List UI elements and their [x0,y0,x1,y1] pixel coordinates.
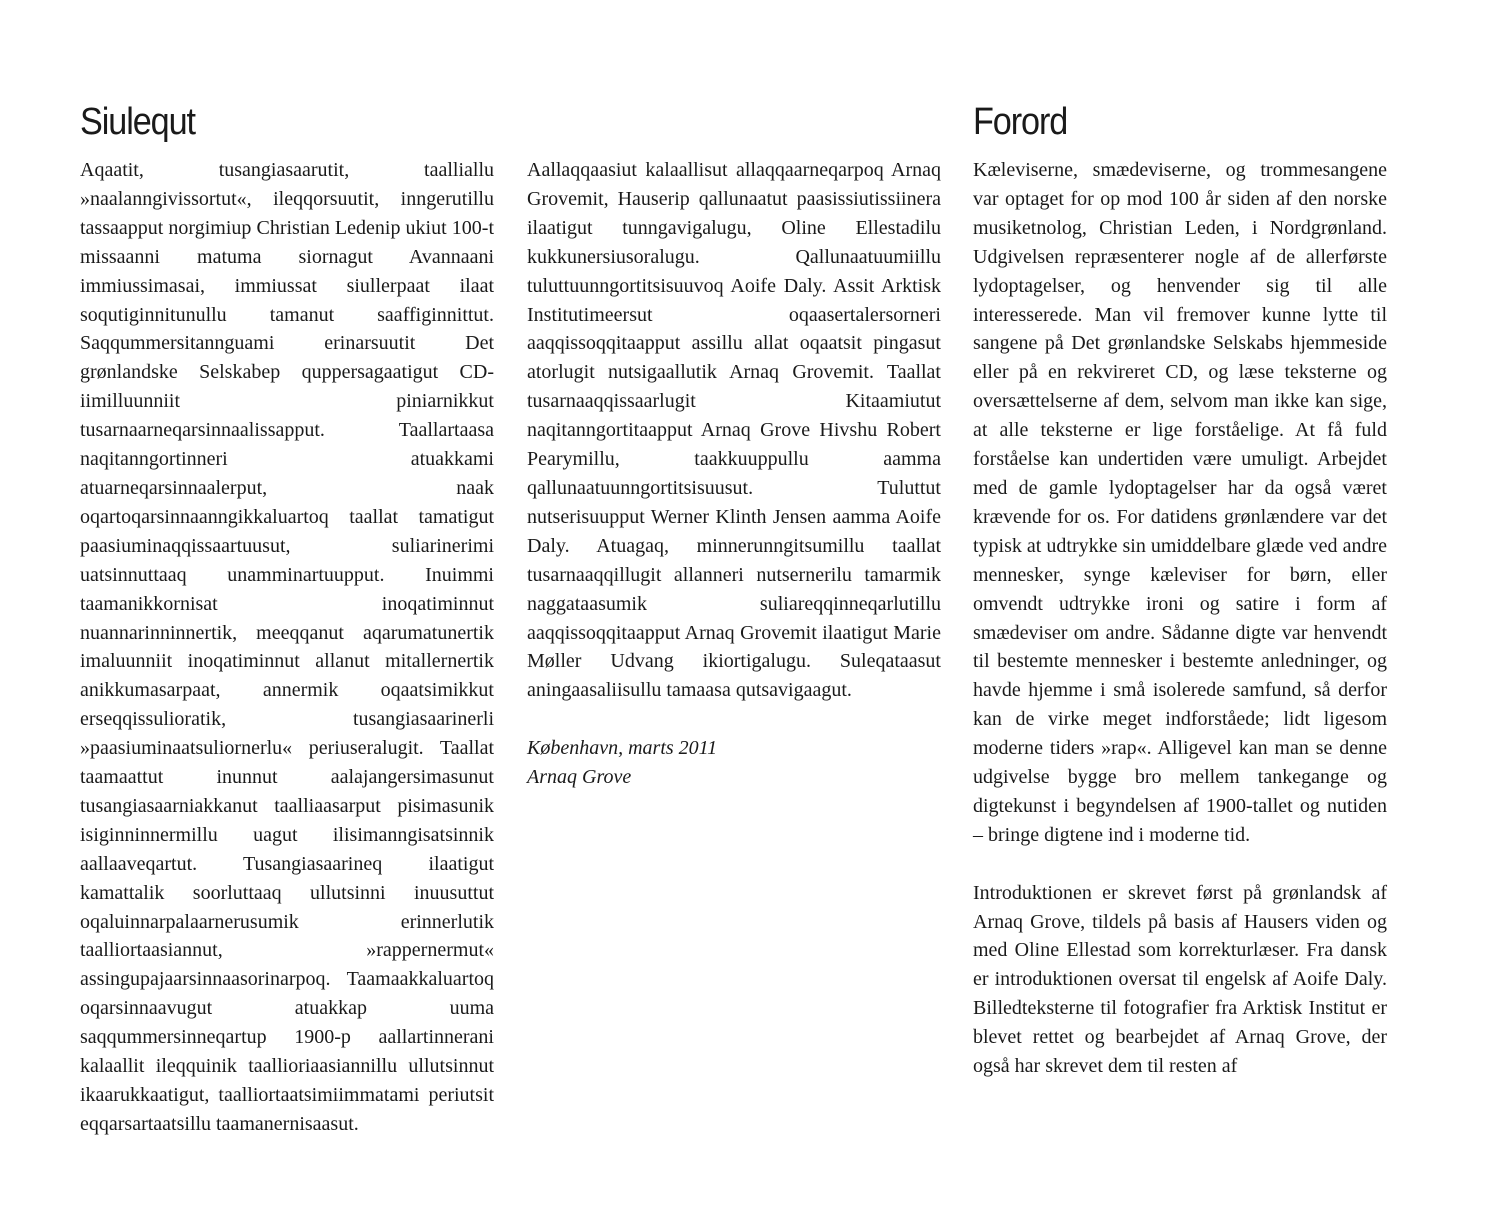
column-greenlandic-credits [527,156,941,792]
body-paragraph: Aqaatit, tusangiasaarutit, taalliallu »naalanngivissortut«, ileqqorsuutit, inngerutillu tassaapput norgimiup Christian Ledenip ukiut 100-t missaanni matuma siornagut Avannaani immiussimasai, immiussat siullerpaat ilaat soqutiginnitunullu tamanut saaffiginnittut. Saqqummersitannguami erinarsuutit Det grønlandske Selskabep quppersagaatigut CD-iimilluunniit piniarnikkut tusarnaarneqarsinnaalissapput. Taallartaasa naqitanngortinneri atuakkami atuarneqarsinnaalerput, naak oqartoqarsinnaanngikkaluartoq taallat tamatigut paasiuminaqqissaartuusut, suliarinerimi uatsinnuttaaq unamminartuupput. Inuimmi taamanikkornisat inoqatiminnut nuannarinninnertik, meeqqanut aqarumatunertik imaluunniit inoqatiminnut allanut mitallernertik anikkumasarpaat, annermik oqaatsimikkut erseqqissulioratik, tusangiasaarinerli »paasiuminaatsuliornerlu« periuseralugit. Taallat taamaattut inunnut aalajangersimasunut tusangiasaarniakkanut taalliaasarput pisimasunik isiginninnermillu uagut ilisimanngisatsinnik aallaaveqartut. Tusangiasaarineq ilaatigut kamattalik soorluttaaq ullutsinni inuusuttut oqaluinnarpalaarnerusumik erinnerlutik taalliortaasiannut, »rappernermut« assingupajaarsinnaasorinarpoq. Taamaakkaluartoq oqarsinnaavugut atuakkap uuma saqqummersinneqartup 1900-p aallartinnerani kalaallit ileqquinik taallioriaasiannillu ullutsinnut ikaarukkaatigut, taalliortaatsimiimmatami periutsit eqqarsartaatsillu taamanernisaasut. [80,159,494,1135]
signature-block [527,734,941,792]
column-danish-foreword [973,156,1387,1081]
column-greenlandic-foreword [80,156,494,1139]
body-paragraph: Kæleviserne, smædeviserne, og trommesangene var optaget for op mod 100 år siden af den norske musiketnolog, Christian Leden, i Nordgrønland. Udgivelsen repræsenterer nogle af de allerførste lydoptagelser, og henvender sig til alle interesserede. Man vil fremover kunne lytte til sangene på Det grønlandske Selskabs hjemmeside eller på en rekvireret CD, og læse teksterne og oversættelserne af dem, selvom man ikke kan sige, at alle teksterne er lige forståelige. At få fuld forståelse kan undertiden være umuligt. Arbejdet med de gamle lydoptagelser har da også været krævende for os. For datidens grønlændere var det typisk at udtrykke sin umiddelbare glæde ved andre mennesker, synge kæleviser for børn, eller omvendt udtrykke ironi og satire i form af smædeviser om andre. Sådanne digte var henvendt til bestemte mennesker i bestemte anledninger, og havde hjemme i små isolerede samfund, så derfor kan de virke meget indforståede; lidt ligesom moderne tiders »rap«. Alligevel kan man se denne udgivelse bygge bro mellem tankegange og digtekunst i begyndelsen af 1900-tallet og nutiden – bringe digtene ind i moderne tid. [973,159,1387,846]
heading-siulequt: Siulequt [80,101,195,143]
heading-forord: Forord [973,101,1068,143]
body-paragraph: Introduktionen er skrevet først på grønlandsk af Arnaq Grove, tildels på basis af Hausers viden og med Oline Ellestad som korrekturlæser. Fra dansk er introduktionen oversat til engelsk af Aoife Daly. Billedteksterne til fotografier fra Arktisk Institut er blevet rettet og bearbejdet af Arnaq Grove, der også har skrevet dem til resten af [973,881,1387,1078]
author-name: Arnaq Grove [527,766,632,789]
body-paragraph: Aallaqqaasiut kalaallisut allaqqaarneqarpoq Arnaq Grovemit, Hauserip qallunaatut paasissiutissiinera ilaatigut tunngavigalugu, Oline Ellestadilu kukkunersiusoralugu. Qallunaatuumiillu tuluttuunngortitsisuuvoq Aoife Daly. Assit Arktisk Institutimeersut oqaasertalersorneri aaqqissoqqitaapput assillu allat oqaatsit pingasut atorlugit nutsigaallutik Arnaq Grovemit. Taallat tusarnaaqqissaarlugit Kitaamiutut naqitanngortitaapput Arnaq Grove Hivshu Robert Pearymillu, taakkuuppullu aamma qallunaatuunngortitsisuusut. Tuluttut nutserisuupput Werner Klinth Jensen aamma Aoife Daly. Atuagaq, minnerunngitsumillu taallat tusarnaaqqillugit allanneri nutsernerilu tamarmik naggataasumik suliareqqinneqarlutillu aaqqissoqqitaapput Arnaq Grovemit ilaatigut Marie Møller Udvang ikiortigalugu. Suleqataasut aningaasaliisullu tamaasa qutsavigaagut. [527,159,941,702]
place-date: København, marts 2011 [527,737,718,760]
